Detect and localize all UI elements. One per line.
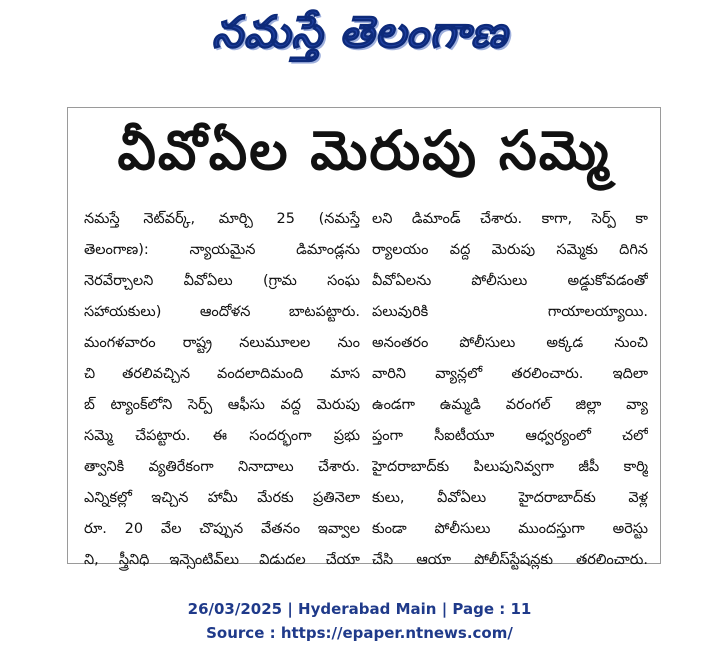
text-line: కులు, వీవోఏలు హైదరాబాద్‌కు వెళ్ల (372, 490, 648, 506)
source-link[interactable]: Source : https://epaper.ntnews.com/ (206, 624, 513, 642)
text-line: పలువురికి గాయాలయ్యాయి. (372, 304, 648, 320)
text-line: వారిని వ్యాన్లలో తరలించారు. ఇదిలా (372, 366, 648, 382)
text-line: ర్యాలయం వద్ద మెరుపు సమ్మెకు దిగిన (372, 242, 648, 258)
text-line: నెరవేర్చాలని వీవోఏలు (గ్రామ సంఘ (84, 273, 360, 289)
text-line: వీవోఏలను పోలీసులు అడ్డుకోవడంతో (372, 273, 648, 289)
text-line: చి తరలివచ్చిన వందలాదిమంది మాస (84, 366, 360, 382)
text-line: నమస్తే నెట్‌వర్క్, మార్చి 25 (నమస్తే (84, 211, 360, 227)
article-left-column (84, 204, 360, 568)
text-line: చేసి ఆయా పోలీస్‌స్టేషన్లకు తరలించారు. (372, 552, 648, 568)
text-line: సమ్మె చేపట్టారు. ఈ సందర్భంగా ప్రభు (84, 428, 360, 444)
text-line: మంగళవారం రాష్ట్ర నలుమూలల నుం (84, 335, 360, 351)
newspaper-masthead: నమస్తే తెలంగాణ (211, 7, 509, 58)
article-body (84, 204, 648, 568)
article-right-column (372, 204, 648, 568)
text-line: హైదరాబాద్‌కు పిలుపునివ్వగా జీపీ కార్మి (372, 459, 648, 475)
article-headline: వీవోఏల మెరుపు సమ్మె (117, 118, 611, 182)
text-line: లని డిమాండ్ చేశారు. కాగా, సెర్ప్ కా (372, 211, 648, 227)
text-line: రూ. 20 వేల చొప్పున వేతనం ఇవ్వాల (84, 521, 360, 537)
text-line: ఉండగా ఉమ్మడి వరంగల్ జిల్లా వ్యా (372, 397, 648, 413)
text-line: ఎన్నికల్లో ఇచ్చిన హామీ మేరకు ప్రతినెలా (84, 490, 360, 506)
edition-info: 26/03/2025 | Hyderabad Main | Page : 11 (187, 600, 532, 618)
text-line: ని, స్త్రీనిధి ఇన్సెంటివ్‌లు విడుదల చేయా (84, 552, 360, 568)
text-line: కుండా పోలీసులు ముందస్తుగా అరెస్టు (372, 521, 648, 537)
text-line: తెలంగాణ): న్యాయమైన డిమాండ్లను (84, 242, 360, 258)
text-line: ప్తంగా సీఐటీయూ ఆధ్వర్యంలో చలో (372, 428, 648, 444)
text-line: అనంతరం పోలీసులు అక్కడ నుంచి (372, 335, 648, 351)
article-clipping (67, 107, 661, 568)
text-line: త్వానికి వ్యతిరేకంగా నినాదాలు చేశారు. (84, 459, 360, 475)
text-line: సహాయకులు) ఆందోళన బాటపట్టారు. (84, 304, 360, 320)
text-line: బ్ ట్యాంక్‌లోని సెర్ప్ ఆఫీసు వద్ద మెరుపు (84, 397, 360, 413)
